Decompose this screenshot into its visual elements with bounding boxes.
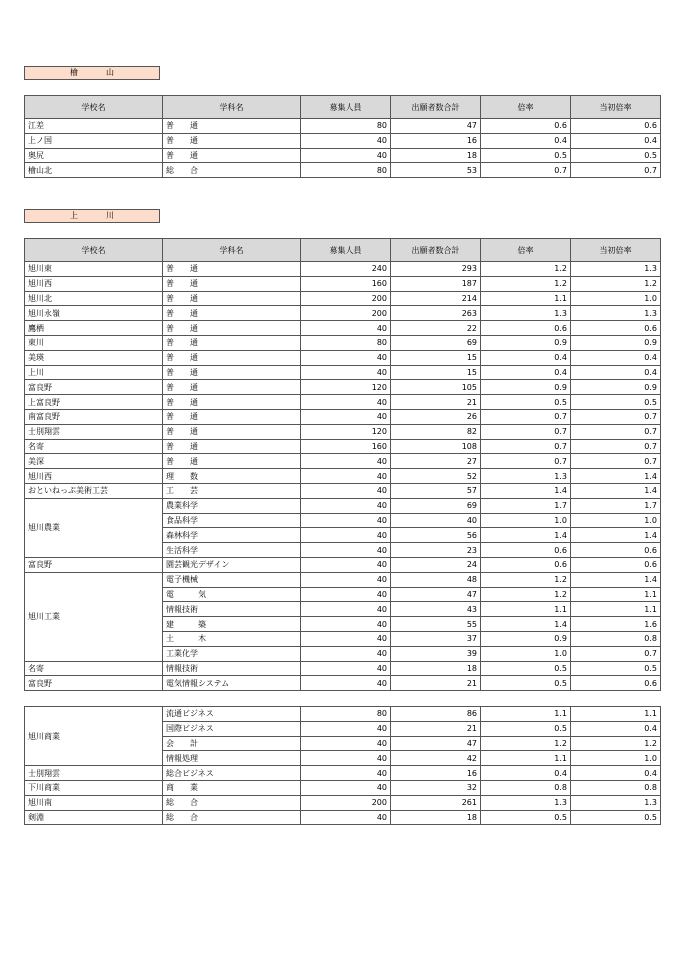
ratio-cell: 0.6 <box>481 119 571 134</box>
ratio-cell: 1.0 <box>481 646 571 661</box>
school-cell: 旭川永嶺 <box>25 306 163 321</box>
capacity-cell: 40 <box>301 365 391 380</box>
table-header-row <box>25 96 661 119</box>
table-kamikawa-commerce <box>24 706 661 825</box>
initial-ratio-cell: 1.6 <box>571 617 661 632</box>
table-row <box>25 483 661 498</box>
department-cell: 食品科学 <box>163 513 301 528</box>
applicants-cell: 48 <box>391 572 481 587</box>
ratio-cell: 1.4 <box>481 483 571 498</box>
capacity-cell: 40 <box>301 646 391 661</box>
ratio-cell: 1.2 <box>481 587 571 602</box>
applicants-cell: 293 <box>391 262 481 277</box>
initial-ratio-cell: 0.8 <box>571 780 661 795</box>
table-row <box>25 262 661 277</box>
ratio-cell: 1.1 <box>481 602 571 617</box>
capacity-cell: 40 <box>301 557 391 572</box>
ratio-cell: 1.3 <box>481 469 571 484</box>
applicants-cell: 57 <box>391 483 481 498</box>
initial-ratio-cell: 1.0 <box>571 291 661 306</box>
capacity-cell: 40 <box>301 766 391 781</box>
department-cell: 普 通 <box>163 454 301 469</box>
ratio-cell: 0.7 <box>481 163 571 178</box>
initial-ratio-cell: 0.6 <box>571 557 661 572</box>
school-cell: 檜山北 <box>25 163 163 178</box>
ratio-cell: 1.1 <box>481 707 571 722</box>
col-header-initial-ratio: 当初倍率 <box>571 239 661 262</box>
school-cell: 名寄 <box>25 439 163 454</box>
table-row <box>25 276 661 291</box>
ratio-cell: 0.4 <box>481 365 571 380</box>
table-row <box>25 321 661 336</box>
initial-ratio-cell: 0.7 <box>571 409 661 424</box>
applicants-cell: 42 <box>391 751 481 766</box>
initial-ratio-cell: 1.2 <box>571 736 661 751</box>
applicants-cell: 56 <box>391 528 481 543</box>
col-header-ratio: 倍率 <box>481 239 571 262</box>
capacity-cell: 40 <box>301 602 391 617</box>
ratio-cell: 1.1 <box>481 751 571 766</box>
applicants-cell: 26 <box>391 409 481 424</box>
applicants-cell: 16 <box>391 766 481 781</box>
school-cell: 東川 <box>25 335 163 350</box>
department-cell: 総合ビジネス <box>163 766 301 781</box>
capacity-cell: 40 <box>301 321 391 336</box>
department-cell: 総 合 <box>163 810 301 825</box>
school-cell: 南富良野 <box>25 409 163 424</box>
initial-ratio-cell: 0.9 <box>571 380 661 395</box>
applicants-cell: 53 <box>391 163 481 178</box>
ratio-cell: 0.5 <box>481 661 571 676</box>
initial-ratio-cell: 0.5 <box>571 395 661 410</box>
department-cell: 総 合 <box>163 795 301 810</box>
table-header-row <box>25 239 661 262</box>
department-cell: 電 気 <box>163 587 301 602</box>
capacity-cell: 40 <box>301 350 391 365</box>
ratio-cell: 1.4 <box>481 528 571 543</box>
department-cell: 普 通 <box>163 439 301 454</box>
initial-ratio-cell: 1.4 <box>571 483 661 498</box>
applicants-cell: 108 <box>391 439 481 454</box>
table-row <box>25 148 661 163</box>
department-cell: 普 通 <box>163 395 301 410</box>
ratio-cell: 0.4 <box>481 350 571 365</box>
region-label-hiyama: 檜 山 <box>24 66 160 80</box>
department-cell: 工 芸 <box>163 483 301 498</box>
applicants-cell: 22 <box>391 321 481 336</box>
capacity-cell: 40 <box>301 780 391 795</box>
school-cell: 士別翔雲 <box>25 766 163 781</box>
ratio-cell: 0.9 <box>481 335 571 350</box>
col-header-initial-ratio: 当初倍率 <box>571 96 661 119</box>
table-row <box>25 424 661 439</box>
table-row <box>25 795 661 810</box>
capacity-cell: 80 <box>301 119 391 134</box>
table-row <box>25 498 661 513</box>
capacity-cell: 200 <box>301 795 391 810</box>
table-row <box>25 306 661 321</box>
initial-ratio-cell: 0.4 <box>571 133 661 148</box>
table-row <box>25 676 661 691</box>
department-cell: 普 通 <box>163 276 301 291</box>
initial-ratio-cell: 0.7 <box>571 454 661 469</box>
capacity-cell: 40 <box>301 513 391 528</box>
initial-ratio-cell: 0.9 <box>571 335 661 350</box>
capacity-cell: 120 <box>301 380 391 395</box>
ratio-cell: 1.3 <box>481 795 571 810</box>
department-cell: 理 数 <box>163 469 301 484</box>
initial-ratio-cell: 1.4 <box>571 572 661 587</box>
col-header-school: 学校名 <box>25 239 163 262</box>
table-row <box>25 661 661 676</box>
table-row <box>25 291 661 306</box>
department-cell: 商 業 <box>163 780 301 795</box>
school-cell: 旭川南 <box>25 795 163 810</box>
initial-ratio-cell: 0.6 <box>571 676 661 691</box>
ratio-cell: 0.4 <box>481 133 571 148</box>
capacity-cell: 40 <box>301 409 391 424</box>
capacity-cell: 40 <box>301 133 391 148</box>
table-row <box>25 395 661 410</box>
initial-ratio-cell: 1.1 <box>571 602 661 617</box>
applicants-cell: 52 <box>391 469 481 484</box>
school-cell: 富良野 <box>25 676 163 691</box>
department-cell: 普 通 <box>163 148 301 163</box>
ratio-cell: 0.9 <box>481 380 571 395</box>
applicants-cell: 37 <box>391 631 481 646</box>
department-cell: 普 通 <box>163 350 301 365</box>
ratio-cell: 0.5 <box>481 676 571 691</box>
initial-ratio-cell: 0.6 <box>571 321 661 336</box>
ratio-cell: 0.6 <box>481 543 571 558</box>
table-kamikawa <box>24 238 661 691</box>
initial-ratio-cell: 0.5 <box>571 661 661 676</box>
school-cell: 富良野 <box>25 557 163 572</box>
table-row <box>25 557 661 572</box>
col-header-applicants: 出願者数合計 <box>391 239 481 262</box>
ratio-cell: 0.6 <box>481 321 571 336</box>
department-cell: 国際ビジネス <box>163 721 301 736</box>
school-cell: 江差 <box>25 119 163 134</box>
department-cell: 普 通 <box>163 119 301 134</box>
col-header-capacity: 募集人員 <box>301 239 391 262</box>
table-row <box>25 454 661 469</box>
capacity-cell: 40 <box>301 617 391 632</box>
capacity-cell: 200 <box>301 306 391 321</box>
initial-ratio-cell: 1.0 <box>571 751 661 766</box>
department-cell: 普 通 <box>163 306 301 321</box>
applicants-cell: 105 <box>391 380 481 395</box>
department-cell: 森林科学 <box>163 528 301 543</box>
table-row <box>25 163 661 178</box>
school-cell: 旭川西 <box>25 276 163 291</box>
initial-ratio-cell: 1.4 <box>571 528 661 543</box>
department-cell: 普 通 <box>163 262 301 277</box>
applicants-cell: 15 <box>391 365 481 380</box>
applicants-cell: 18 <box>391 148 481 163</box>
applicants-cell: 16 <box>391 133 481 148</box>
capacity-cell: 40 <box>301 572 391 587</box>
applicants-cell: 55 <box>391 617 481 632</box>
applicants-cell: 47 <box>391 119 481 134</box>
applicants-cell: 21 <box>391 395 481 410</box>
ratio-cell: 0.5 <box>481 148 571 163</box>
initial-ratio-cell: 1.3 <box>571 306 661 321</box>
initial-ratio-cell: 0.8 <box>571 631 661 646</box>
table-row <box>25 409 661 424</box>
capacity-cell: 40 <box>301 751 391 766</box>
ratio-cell: 1.2 <box>481 572 571 587</box>
ratio-cell: 0.9 <box>481 631 571 646</box>
applicants-cell: 187 <box>391 276 481 291</box>
department-cell: 園芸観光デザイン <box>163 557 301 572</box>
ratio-cell: 0.5 <box>481 721 571 736</box>
department-cell: 情報技術 <box>163 602 301 617</box>
department-cell: 普 通 <box>163 321 301 336</box>
applicants-cell: 18 <box>391 661 481 676</box>
capacity-cell: 40 <box>301 810 391 825</box>
ratio-cell: 0.6 <box>481 557 571 572</box>
col-header-capacity: 募集人員 <box>301 96 391 119</box>
region-label-kamikawa: 上 川 <box>24 209 160 223</box>
capacity-cell: 40 <box>301 543 391 558</box>
capacity-cell: 40 <box>301 661 391 676</box>
department-cell: 生活科学 <box>163 543 301 558</box>
capacity-cell: 240 <box>301 262 391 277</box>
table-row <box>25 810 661 825</box>
school-cell: 士別翔雲 <box>25 424 163 439</box>
department-cell: 普 通 <box>163 409 301 424</box>
initial-ratio-cell: 0.4 <box>571 365 661 380</box>
col-header-applicants: 出願者数合計 <box>391 96 481 119</box>
department-cell: 普 通 <box>163 335 301 350</box>
ratio-cell: 1.2 <box>481 736 571 751</box>
col-header-department: 学科名 <box>163 239 301 262</box>
capacity-cell: 160 <box>301 276 391 291</box>
department-cell: 会 計 <box>163 736 301 751</box>
school-cell: 旭川西 <box>25 469 163 484</box>
school-cell: おといねっぷ美術工芸 <box>25 483 163 498</box>
school-cell: 美瑛 <box>25 350 163 365</box>
school-cell: 美深 <box>25 454 163 469</box>
col-header-department: 学科名 <box>163 96 301 119</box>
capacity-cell: 80 <box>301 707 391 722</box>
school-cell: 富良野 <box>25 380 163 395</box>
school-cell: 名寄 <box>25 661 163 676</box>
capacity-cell: 40 <box>301 483 391 498</box>
col-header-school: 学校名 <box>25 96 163 119</box>
table-row <box>25 572 661 587</box>
applicants-cell: 214 <box>391 291 481 306</box>
initial-ratio-cell: 0.6 <box>571 119 661 134</box>
school-cell: 上ノ国 <box>25 133 163 148</box>
capacity-cell: 160 <box>301 439 391 454</box>
ratio-cell: 1.1 <box>481 291 571 306</box>
department-cell: 普 通 <box>163 133 301 148</box>
school-cell: 旭川北 <box>25 291 163 306</box>
initial-ratio-cell: 0.7 <box>571 646 661 661</box>
school-cell: 鷹栖 <box>25 321 163 336</box>
department-cell: 普 通 <box>163 291 301 306</box>
table-row <box>25 380 661 395</box>
initial-ratio-cell: 1.1 <box>571 587 661 602</box>
department-cell: 情報処理 <box>163 751 301 766</box>
department-cell: 建 築 <box>163 617 301 632</box>
applicants-cell: 15 <box>391 350 481 365</box>
initial-ratio-cell: 1.0 <box>571 513 661 528</box>
initial-ratio-cell: 0.4 <box>571 721 661 736</box>
ratio-cell: 0.7 <box>481 409 571 424</box>
school-cell: 旭川東 <box>25 262 163 277</box>
ratio-cell: 1.2 <box>481 276 571 291</box>
department-cell: 普 通 <box>163 365 301 380</box>
capacity-cell: 80 <box>301 335 391 350</box>
table-row <box>25 439 661 454</box>
ratio-cell: 0.5 <box>481 810 571 825</box>
school-cell: 上富良野 <box>25 395 163 410</box>
table-row <box>25 469 661 484</box>
table-row <box>25 119 661 134</box>
ratio-cell: 0.5 <box>481 395 571 410</box>
applicants-cell: 86 <box>391 707 481 722</box>
applicants-cell: 39 <box>391 646 481 661</box>
capacity-cell: 40 <box>301 721 391 736</box>
capacity-cell: 40 <box>301 631 391 646</box>
table-hiyama <box>24 95 661 178</box>
capacity-cell: 120 <box>301 424 391 439</box>
capacity-cell: 40 <box>301 454 391 469</box>
department-cell: 総 合 <box>163 163 301 178</box>
school-cell: 旭川工業 <box>25 572 163 661</box>
table-row <box>25 350 661 365</box>
initial-ratio-cell: 0.6 <box>571 543 661 558</box>
ratio-cell: 1.2 <box>481 262 571 277</box>
applicants-cell: 43 <box>391 602 481 617</box>
department-cell: 農業科学 <box>163 498 301 513</box>
applicants-cell: 32 <box>391 780 481 795</box>
table-row <box>25 335 661 350</box>
capacity-cell: 40 <box>301 469 391 484</box>
department-cell: 情報技術 <box>163 661 301 676</box>
capacity-cell: 200 <box>301 291 391 306</box>
school-cell: 奥尻 <box>25 148 163 163</box>
ratio-cell: 0.7 <box>481 454 571 469</box>
applicants-cell: 263 <box>391 306 481 321</box>
school-cell: 剣淵 <box>25 810 163 825</box>
initial-ratio-cell: 0.4 <box>571 350 661 365</box>
applicants-cell: 18 <box>391 810 481 825</box>
department-cell: 普 通 <box>163 424 301 439</box>
ratio-cell: 0.7 <box>481 439 571 454</box>
ratio-cell: 0.7 <box>481 424 571 439</box>
applicants-cell: 27 <box>391 454 481 469</box>
capacity-cell: 40 <box>301 498 391 513</box>
applicants-cell: 47 <box>391 587 481 602</box>
school-cell: 上川 <box>25 365 163 380</box>
col-header-ratio: 倍率 <box>481 96 571 119</box>
table-row <box>25 133 661 148</box>
initial-ratio-cell: 0.5 <box>571 810 661 825</box>
ratio-cell: 1.3 <box>481 306 571 321</box>
applicants-cell: 69 <box>391 498 481 513</box>
capacity-cell: 40 <box>301 676 391 691</box>
ratio-cell: 0.8 <box>481 780 571 795</box>
applicants-cell: 261 <box>391 795 481 810</box>
department-cell: 流通ビジネス <box>163 707 301 722</box>
capacity-cell: 40 <box>301 528 391 543</box>
capacity-cell: 80 <box>301 163 391 178</box>
applicants-cell: 21 <box>391 721 481 736</box>
initial-ratio-cell: 1.4 <box>571 469 661 484</box>
applicants-cell: 24 <box>391 557 481 572</box>
initial-ratio-cell: 1.3 <box>571 262 661 277</box>
school-cell: 旭川商業 <box>25 707 163 766</box>
department-cell: 工業化学 <box>163 646 301 661</box>
initial-ratio-cell: 0.7 <box>571 424 661 439</box>
applicants-cell: 40 <box>391 513 481 528</box>
ratio-cell: 1.0 <box>481 513 571 528</box>
initial-ratio-cell: 1.3 <box>571 795 661 810</box>
initial-ratio-cell: 0.4 <box>571 766 661 781</box>
applicants-cell: 47 <box>391 736 481 751</box>
initial-ratio-cell: 0.7 <box>571 163 661 178</box>
initial-ratio-cell: 0.5 <box>571 148 661 163</box>
table-row <box>25 780 661 795</box>
department-cell: 電子機械 <box>163 572 301 587</box>
school-cell: 旭川農業 <box>25 498 163 557</box>
ratio-cell: 1.7 <box>481 498 571 513</box>
ratio-cell: 0.4 <box>481 766 571 781</box>
capacity-cell: 40 <box>301 587 391 602</box>
department-cell: 土 木 <box>163 631 301 646</box>
applicants-cell: 82 <box>391 424 481 439</box>
capacity-cell: 40 <box>301 736 391 751</box>
table-row <box>25 365 661 380</box>
initial-ratio-cell: 1.1 <box>571 707 661 722</box>
applicants-cell: 69 <box>391 335 481 350</box>
ratio-cell: 1.4 <box>481 617 571 632</box>
applicants-cell: 21 <box>391 676 481 691</box>
initial-ratio-cell: 0.7 <box>571 439 661 454</box>
table-row <box>25 707 661 722</box>
initial-ratio-cell: 1.7 <box>571 498 661 513</box>
department-cell: 普 通 <box>163 380 301 395</box>
capacity-cell: 40 <box>301 148 391 163</box>
table-row <box>25 766 661 781</box>
applicants-cell: 23 <box>391 543 481 558</box>
school-cell: 下川商業 <box>25 780 163 795</box>
department-cell: 電気情報システム <box>163 676 301 691</box>
initial-ratio-cell: 1.2 <box>571 276 661 291</box>
capacity-cell: 40 <box>301 395 391 410</box>
